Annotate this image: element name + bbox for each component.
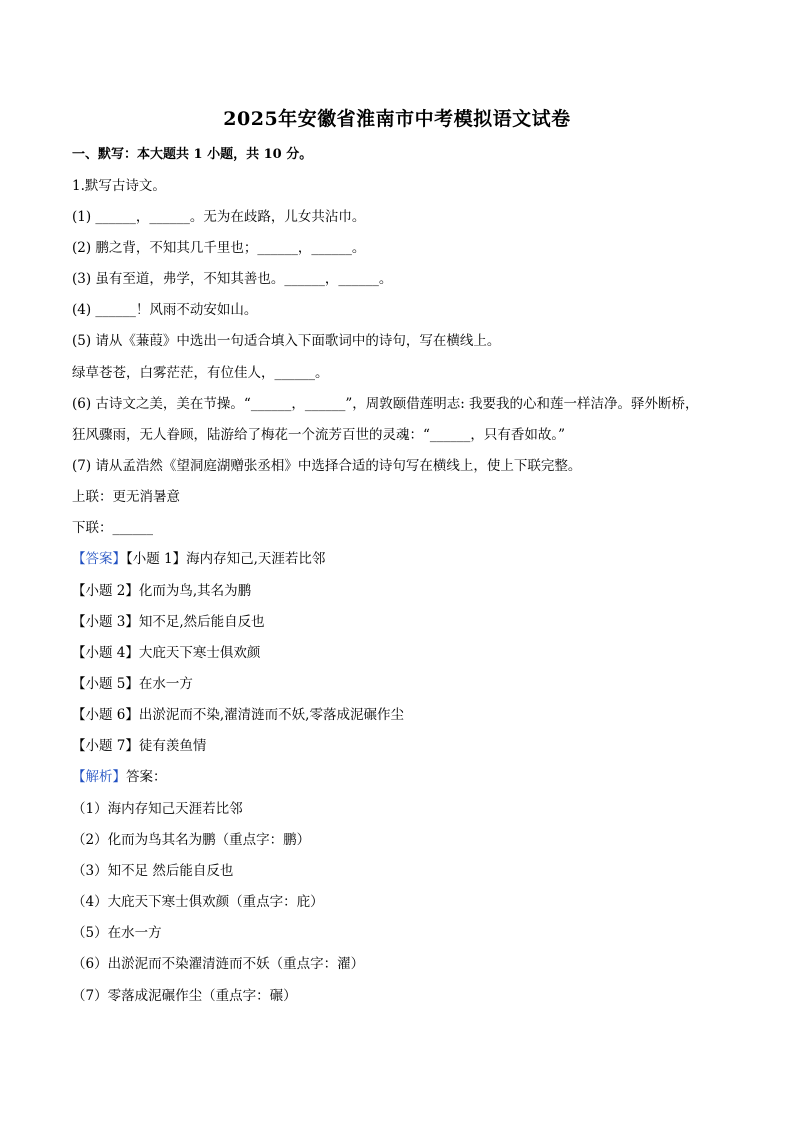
- question-line: (3) 虽有至道，弗学，不知其善也。______，______。: [72, 271, 393, 287]
- answer-line: 【小题 6】出淤泥而不染,濯清涟而不妖,零落成泥碾作尘: [72, 707, 404, 723]
- section-heading: 一、默写：本大题共 1 小题，共 10 分。: [72, 147, 313, 162]
- answer-line: 【小题 5】在水一方: [72, 676, 193, 692]
- question-line: (6) 古诗文之美，美在节操。“______，______”，周敦颐借莲明志: 我要我的心和莲一样洁净。驿外断桥，: [72, 396, 699, 412]
- answer-text: 【小题 1】海内存知己,天涯若比邻: [126, 551, 326, 567]
- analysis-line: （4）大庇天下寒士俱欢颜（重点字：庇）: [72, 894, 324, 910]
- analysis-line: （5）在水一方: [72, 925, 162, 941]
- question-line: (4) ______！风雨不动安如山。: [72, 302, 258, 318]
- answer-line: 【小题 2】化而为鸟,其名为鹏: [72, 583, 252, 599]
- answer-line: 【小题 4】大庇天下寒士俱欢颜: [72, 645, 261, 661]
- couplet-upper: 上联：更无消暑意: [72, 489, 180, 505]
- question-line: (1) ______，______。无为在歧路，儿女共沾巾。: [72, 209, 366, 225]
- question-line: 狂风骤雨，无人眷顾，陆游给了梅花一个流芳百世的灵魂：“______，只有香如故。”: [72, 427, 566, 443]
- analysis-line: （3）知不足 然后能自反也: [72, 863, 234, 879]
- document-title: 2025年安徽省淮南市中考模拟语文试卷: [223, 108, 571, 130]
- analysis-line: （1）海内存知己天涯若比邻: [72, 801, 243, 817]
- answer-label: 【答案】: [72, 551, 126, 567]
- question-line: 绿草苍苍，白雾茫茫，有位佳人，______。: [72, 365, 329, 381]
- analysis-label: 【解析】: [72, 769, 126, 785]
- question-stem: 1.默写古诗文。: [72, 178, 166, 194]
- question-line: (5) 请从《蒹葭》中选出一句适合填入下面歌词中的诗句，写在横线上。: [72, 333, 501, 349]
- analysis-intro: 答案：: [126, 769, 167, 785]
- question-line: (7) 请从孟浩然《望洞庭湖赠张丞相》中选择合适的诗句写在横线上，使上下联完整。: [72, 458, 582, 474]
- analysis-line: （7）零落成泥碾作尘（重点字：碾）: [72, 988, 297, 1004]
- answer-line: 【小题 7】徒有羡鱼情: [72, 738, 207, 754]
- answer-line: 【小题 3】知不足,然后能自反也: [72, 614, 265, 630]
- analysis-line: （6）出淤泥而不染濯清涟而不妖（重点字：濯）: [72, 956, 365, 972]
- couplet-lower: 下联：______: [72, 520, 153, 536]
- analysis-line: （2）化而为鸟其名为鹏（重点字：鹏）: [72, 832, 311, 848]
- analysis-row: [72, 768, 167, 786]
- question-line: (2) 鹏之背，不知其几千里也；______，______。: [72, 240, 366, 256]
- answer-row: [72, 550, 325, 568]
